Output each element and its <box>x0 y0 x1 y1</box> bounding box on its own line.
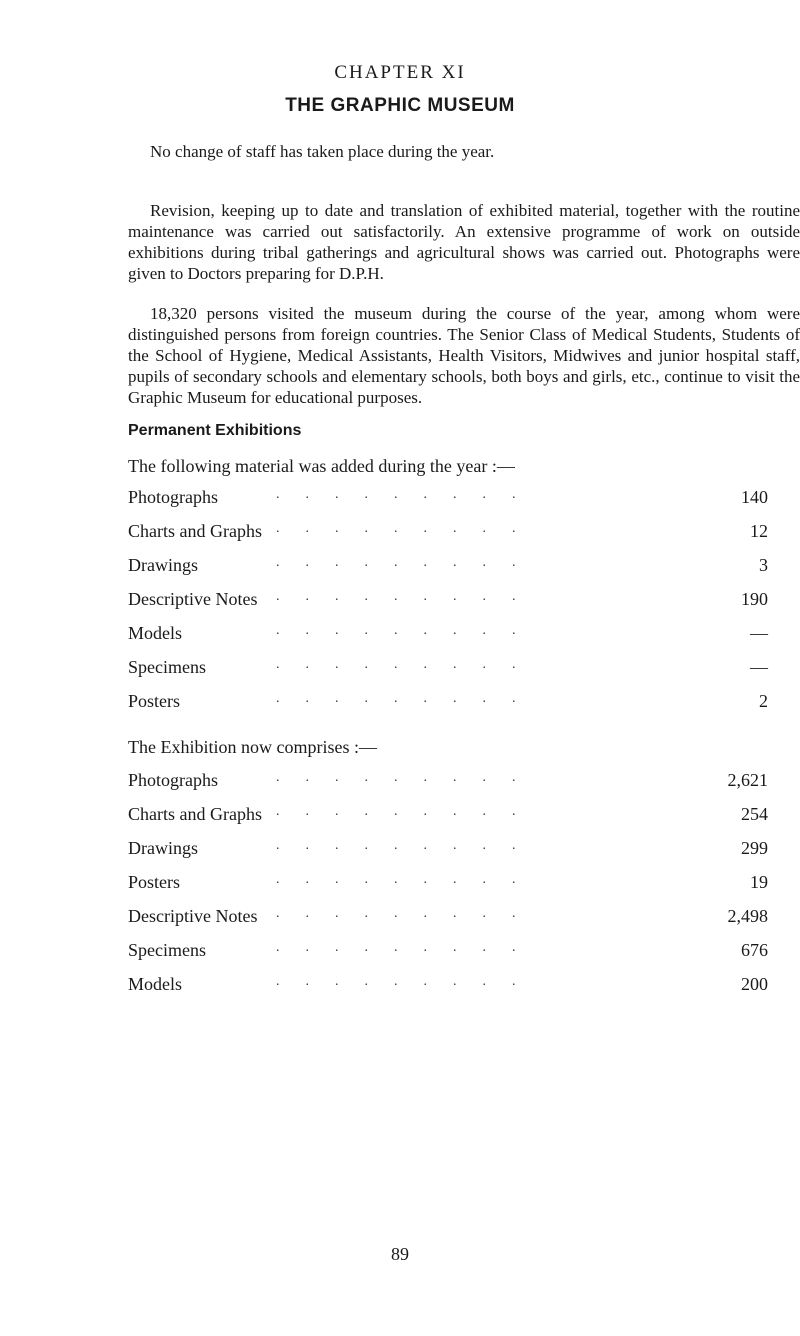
added-intro: The following material was added during the year :— <box>128 456 515 476</box>
added-list <box>128 487 768 725</box>
item-value: 2 <box>759 691 768 711</box>
item-value: 200 <box>741 974 768 994</box>
item-value: 254 <box>741 804 768 824</box>
item-value: 2,498 <box>727 906 768 926</box>
item-value: 190 <box>741 589 768 609</box>
list-item <box>128 974 768 1008</box>
leader-dots: ......... <box>276 838 542 853</box>
list-item <box>128 804 768 838</box>
leader-dots: ......... <box>276 804 542 819</box>
item-value: 140 <box>741 487 768 507</box>
item-label: Drawings <box>128 555 204 576</box>
leader-dots: ......... <box>276 623 542 638</box>
list-item <box>128 623 768 657</box>
leader-dots: ......... <box>276 770 542 785</box>
item-value: — <box>750 623 768 643</box>
leader-dots: ......... <box>276 487 542 502</box>
item-value: 2,621 <box>727 770 768 790</box>
item-label: Photographs <box>128 487 224 508</box>
page-number: 89 <box>391 1244 409 1264</box>
leader-dots: ......... <box>276 589 542 604</box>
paragraph-revision: Revision, keeping up to date and translation of exhibited material, together with the routine maintenance was carried out satisfactorily. An extensive programme of work on outside exhibitions during tribal gatherings and agricultural shows was carried out. Photographs were given to Doctors preparing for D.P.H. <box>128 201 800 283</box>
leader-dots: ......... <box>276 691 542 706</box>
list-item <box>128 940 768 974</box>
list-item <box>128 487 768 521</box>
item-value: 676 <box>741 940 768 960</box>
list-item <box>128 589 768 623</box>
leader-dots: ......... <box>276 974 542 989</box>
section-heading: Permanent Exhibitions <box>128 422 302 439</box>
list-item <box>128 691 768 725</box>
comprises-list <box>128 770 768 1008</box>
list-item <box>128 657 768 691</box>
page-title: THE GRAPHIC MUSEUM <box>285 95 515 116</box>
leader-dots: ......... <box>276 555 542 570</box>
leader-dots: ......... <box>276 940 542 955</box>
item-value: 3 <box>759 555 768 575</box>
comprises-intro: The Exhibition now comprises :— <box>128 737 377 757</box>
chapter-heading: CHAPTER XI <box>334 62 466 83</box>
paragraph-visitors: 18,320 persons visited the museum during the course of the year, among whom were distinguished persons from foreign countries. The Senior Class of Medical Students, Students of the School of Hygiene, Medical Assistants, Health Visitors, Midwives and junior hospital staff, pupils of secondary schools and elementary schools, both boys and girls, etc., continue to visit the Graphic Museum for educational purposes. <box>128 304 800 407</box>
item-value: — <box>750 657 768 677</box>
list-item <box>128 838 768 872</box>
item-label: Descriptive Notes <box>128 906 263 927</box>
item-label: Charts and Graphs <box>128 804 268 825</box>
item-label: Photographs <box>128 770 224 791</box>
list-item <box>128 906 768 940</box>
paragraph-staff: No change of staff has taken place during the year. <box>150 142 495 161</box>
list-item <box>128 555 768 589</box>
item-value: 12 <box>750 521 768 541</box>
item-label: Descriptive Notes <box>128 589 263 610</box>
list-item <box>128 770 768 804</box>
item-label: Posters <box>128 872 186 893</box>
leader-dots: ......... <box>276 657 542 672</box>
leader-dots: ......... <box>276 906 542 921</box>
list-item <box>128 872 768 906</box>
leader-dots: ......... <box>276 521 542 536</box>
item-value: 19 <box>750 872 768 892</box>
list-item <box>128 521 768 555</box>
item-label: Models <box>128 974 188 995</box>
leader-dots: ......... <box>276 872 542 887</box>
item-label: Drawings <box>128 838 204 859</box>
item-label: Models <box>128 623 188 644</box>
item-label: Specimens <box>128 940 212 961</box>
item-label: Charts and Graphs <box>128 521 268 542</box>
item-label: Posters <box>128 691 186 712</box>
item-value: 299 <box>741 838 768 858</box>
item-label: Specimens <box>128 657 212 678</box>
